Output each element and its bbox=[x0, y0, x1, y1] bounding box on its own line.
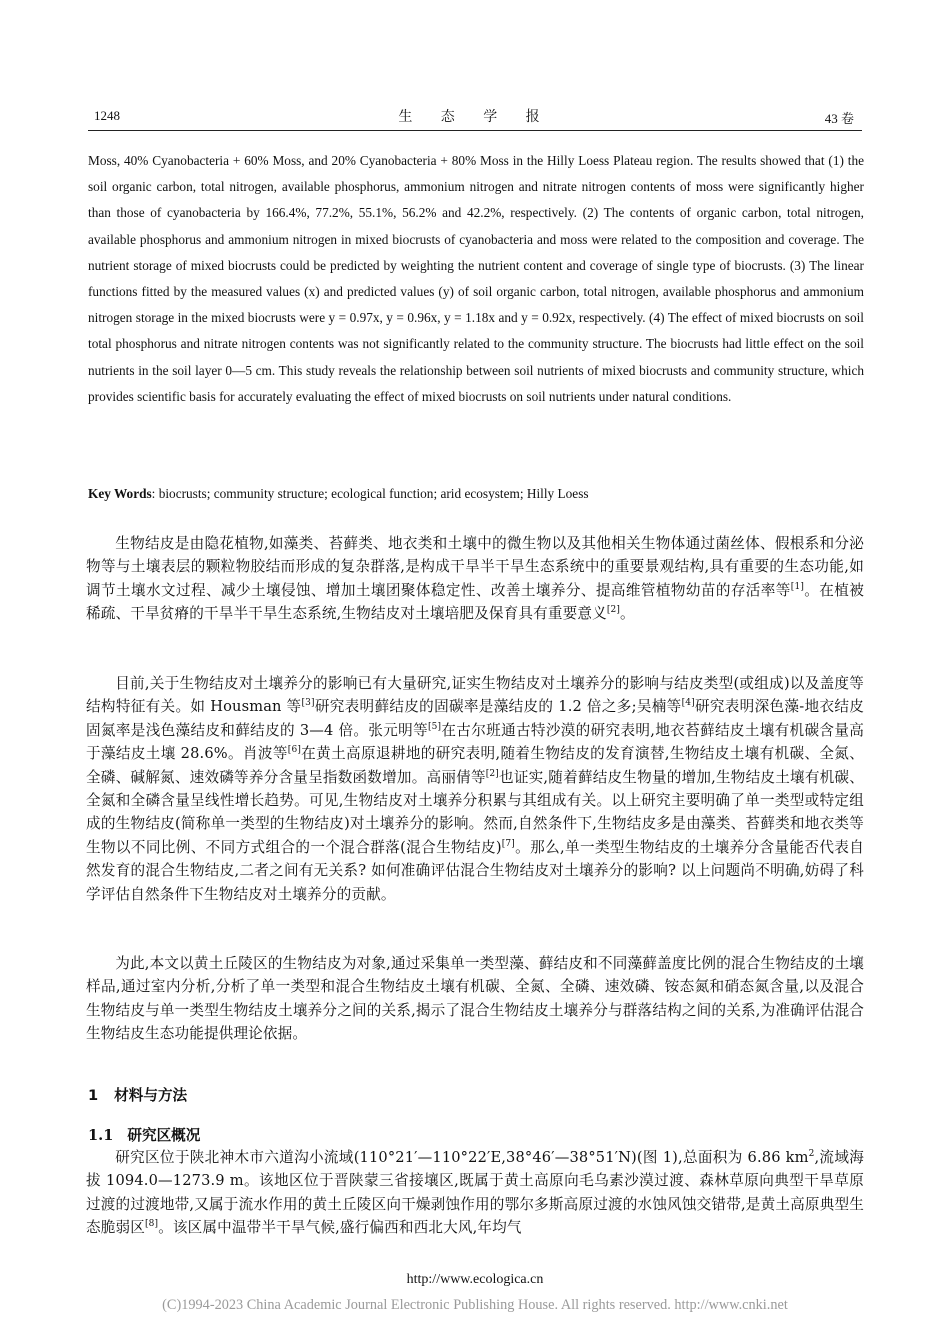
intro-p1-text-c: 。 bbox=[620, 605, 635, 623]
citation[interactable]: [2] bbox=[485, 768, 499, 779]
intro-p2-text-c: 研究表明深色藻-地衣结皮固氮率是浅色藻结皮和藓结皮的 3—4 倍。张元明等 bbox=[86, 698, 865, 739]
intro-p2-text-a: 目前,关于生物结皮对土壤养分的影响已有大量研究,证实生物结皮对土壤养分的影响与结皮类型(或组成)以及盖度等结构特征有关。如 Housman 等 bbox=[86, 675, 864, 716]
subsection-number: 1.1 bbox=[88, 1127, 114, 1144]
keywords-label: Key Words bbox=[88, 486, 152, 501]
citation[interactable]: [5] bbox=[428, 721, 442, 732]
intro-p2-text-e: 在黄土高原退耕地的研究表明,随着生物结皮的发育演替,生物结皮土壤有机碳、全氮、全磷、碱解氮、速效磷等养分含量呈指数函数增加。高丽倩等 bbox=[86, 745, 864, 786]
intro-paragraph-2 bbox=[86, 672, 864, 906]
page-number: 1248 bbox=[94, 108, 120, 123]
keywords-separator: : bbox=[151, 486, 159, 501]
section-heading-1 bbox=[88, 1084, 187, 1105]
volume-number: 43 卷 bbox=[824, 111, 854, 126]
intro-p1-text-b: 。在植被稀疏、干旱贫瘠的干旱半干旱生态系统,生物结皮对土壤培肥及保育具有重要意义 bbox=[86, 581, 864, 623]
subsection-title: 研究区概况 bbox=[127, 1127, 201, 1144]
intro-paragraph-3: 为此,本文以黄土丘陵区的生物结皮为对象,通过采集单一类型藻、藓结皮和不同藻藓盖度比例的混合生物结皮的土壤样品,通过室内分析,分析了单一类型和混合生物结皮土壤有机碳、全氮、全磷、速效磷、铵态氮和硝态氮含量,以及混合生物结皮与单一类型生物结皮土壤养分之间的关系,揭示了混合生物结皮土壤养分与群落结构之间的关系,为准确评估混合生物结皮生态功能提供理论依据。 bbox=[86, 955, 864, 1043]
citation[interactable]: [6] bbox=[287, 745, 301, 756]
intro-p1-text-a: 生物结皮是由隐花植物,如藻类、苔藓类、地衣类和土壤中的微生物以及其他相关生物体通过菌丝体、假根系和分泌物等与土壤表层的颗粒物胶结而形成的复杂群落,是构成干旱半干旱生态系统中的重要景观结构,具有重要的生态功能,如调节土壤水文过程、减少土壤侵蚀、增加土壤团聚体稳定性、改善土壤养分、提高维管植物幼苗的存活率等 bbox=[86, 535, 864, 599]
citation[interactable]: [2] bbox=[606, 605, 621, 616]
section-title: 材料与方法 bbox=[114, 1087, 188, 1104]
citation[interactable]: [7] bbox=[501, 838, 515, 849]
superscript: 2 bbox=[808, 1149, 815, 1160]
section-number: 1 bbox=[88, 1087, 99, 1104]
intro-p2-text-f: 也证实,随着藓结皮生物量的增加,生物结皮土壤有机碳、全氮和全磷含量呈线性增长趋势。可见,生物结皮对土壤养分积累与其组成有关。以上研究主要明确了单一类型或特定组成的生物结皮(简称单一类型的生物结皮)对土壤养分的影响。然而,自然条件下,生物结皮多是由藻类、苔藓类和地衣类等生物以不同比例、不同方式组合的一个混合群落(混合生物结皮) bbox=[86, 768, 864, 856]
citation[interactable]: [1] bbox=[790, 581, 804, 592]
citation[interactable]: [4] bbox=[681, 698, 695, 709]
abstract-text: Moss, 40% Cyanobacteria + 60% Moss, and 20% Cyanobacteria + 80% Moss in the Hilly Loess Plateau region. The results showed that (1) the soil organic carbon, total nitrogen, available phosphorus, ammonium nitrogen and nitrate nitrogen contents of moss were significantly higher than those of cyanobacteria by 166.4%, 77.2%, 55.1%, 56.2% and 42.2%, respectively. (2) The contents of organic carbon, total nitrogen, available phosphorus and ammonium nitrogen in mixed biocrusts of cyanobacteria and moss were related to the composition and coverage. The nutrient storage of mixed biocrusts could be predicted by weighting the nutrient content and coverage of single type of biocrusts. (3) The linear functions fitted by the measured values (x) and predicted values (y) of soil organic carbon, total nitrogen, available phosphorus and ammonium nitrogen storage in the mixed biocrusts were y = 0.97x, y = 0.96x, y = 1.18x and y = 0.92x, respectively. (4) The effect of mixed biocrusts on soil total phosphorus and nitrate nitrogen contents was not significantly related to the community structure. The biocrusts had little effect on the soil nutrients in the soil layer 0—5 cm. This study reveals the relationship between soil nutrients of mixed biocrusts and community structure, which provides scientific basis for accurately evaluating the effect of mixed biocrusts on soil nutrients under natural conditions. bbox=[88, 153, 864, 404]
header-divider bbox=[88, 130, 862, 131]
intro-p2-text-g: 。那么,单一类型生物结皮的土壤养分含量能否代表自然发育的混合生物结皮,二者之间有无关系? 如何准确评估混合生物结皮对土壤养分的影响? 以上问题尚不明确,妨碍了科学评估自然条件下生物结皮对土壤养分的贡献。 bbox=[86, 838, 864, 903]
intro-p2-text-d: 在古尔班通古特沙漠的研究表明,地衣苔藓结皮土壤有机碳含量高于藻结皮土壤 28.6%。肖波等 bbox=[86, 721, 864, 763]
keywords-text: biocrusts; community structure; ecological function; arid ecosystem; Hilly Loess bbox=[158, 486, 589, 501]
journal-title: 生 态 学 报 bbox=[398, 109, 552, 125]
study-area-text-a: 研究区位于陕北神木市六道沟小流域(110°21′—110°22′E,38°46′—38°51′N)(图 1),总面积为 6.86 km bbox=[115, 1149, 809, 1166]
intro-paragraph-1 bbox=[86, 532, 864, 626]
intro-p2-text-b: 研究表明藓结皮的固碳率是藻结皮的 1.2 倍之多;吴楠等 bbox=[314, 698, 682, 716]
study-area-paragraph bbox=[86, 1146, 864, 1240]
study-area-text-b: ,流域海拔 1094.0—1273.9 m。该地区位于晋陕蒙三省接壤区,既属于黄土高原向毛乌素沙漠过渡、森林草原向典型干旱草原过渡的过渡地带,又属于流水作用的黄土丘陵区向干燥剥蚀作用的鄂尔多斯高原过渡的水蚀风蚀交错带,是黄土高原典型生态脆弱区 bbox=[86, 1149, 864, 1237]
citation[interactable]: [3] bbox=[301, 698, 315, 709]
citation[interactable]: [8] bbox=[144, 1219, 159, 1230]
running-header bbox=[88, 104, 862, 126]
footer-url[interactable]: http://www.ecologica.cn bbox=[406, 1272, 544, 1287]
study-area-text-c: 。该区属中温带半干旱气候,盛行偏西和西北大风,年均气 bbox=[158, 1219, 522, 1237]
footer-copyright: (C)1994-2023 China Academic Journal Electronic Publishing House. All rights reserved. http://www.cnki.net bbox=[162, 1297, 788, 1313]
keywords bbox=[88, 484, 864, 504]
section-heading-1-1 bbox=[88, 1124, 200, 1145]
